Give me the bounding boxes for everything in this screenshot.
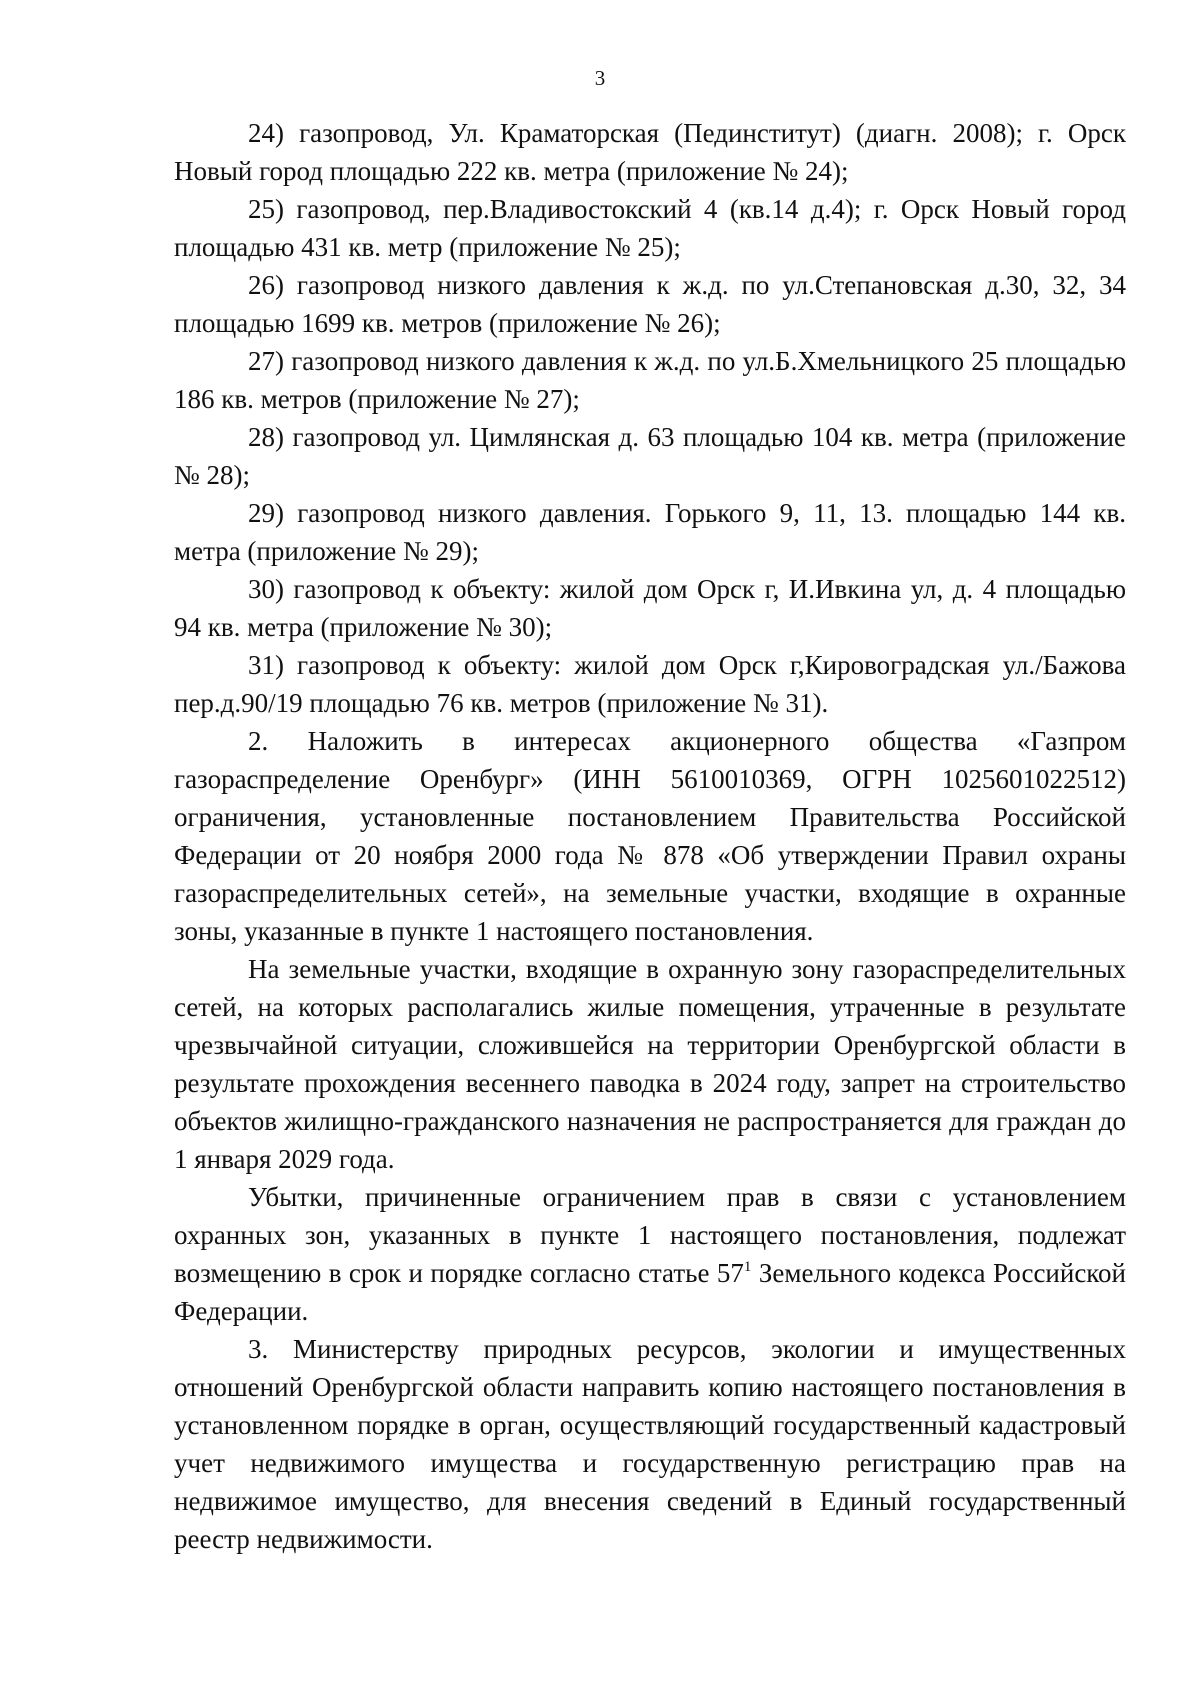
list-item-27: 27) газопровод низкого давления к ж.д. по ул.Б.Хмельницкого 25 площадью 186 кв. метров (приложение № 27); [174,346,1126,414]
list-item-29: 29) газопровод низкого давления. Горького 9, 11, 13. площадью 144 кв. метра (приложение № 29); [174,498,1126,566]
section-2-paragraph: 2. Наложить в интересах акционерного общества «Газпром газораспределение Оренбург» (ИНН 5610010369, ОГРН 1025601022512) ограничения, установленные постановлением Правительства Российской Федерации от 20 ноября 2000 года № 878 «Об утверждении Правил охраны газораспределительных сетей», на земельные участки, входящие в охранные зоны, указанные в пункте 1 настоящего постановления. [174,726,1126,946]
list-item-26: 26) газопровод низкого давления к ж.д. по ул.Степановская д.30, 32, 34 площадью 1699 кв. метров (приложение № 26); [174,270,1126,338]
list-item-30: 30) газопровод к объекту: жилой дом Орск г, И.Ивкина ул, д. 4 площадью 94 кв. метра (приложение № 30); [174,574,1126,642]
list-item-31: 31) газопровод к объекту: жилой дом Орск г,Кировоградская ул./Бажова пер.д.90/19 площадью 76 кв. метров (приложение № 31). [174,650,1126,718]
list-item-24: 24) газопровод, Ул. Краматорская (Пединститут) (диагн. 2008); г. Орск Новый город площадью 222 кв. метра (приложение № 24); [174,118,1126,186]
damages-text-end: Земельного кодекса Российской Федерации. [174,1258,1127,1326]
section-2-exemption-paragraph: На земельные участки, входящие в охранную зону газораспределительных сетей, на которых располагались жилые помещения, утраченные в результате чрезвычайной ситуации, сложившейся на территории Оренбургской области в результате прохождения весеннего паводка в 2024 году, запрет на строительство объектов жилищно-гражданского назначения не распространяется для граждан до 1 января 2029 года. [174,954,1126,1174]
section-2-damages-paragraph [174,1178,1126,1330]
document-body [174,114,1126,1558]
list-item-25: 25) газопровод, пер.Владивостокский 4 (кв.14 д.4); г. Орск Новый город площадью 431 кв. метр (приложение № 25); [174,194,1126,262]
page-number: 3 [594,66,606,90]
article-superscript: 1 [743,1259,752,1275]
list-item-28: 28) газопровод ул. Цимлянская д. 63 площадью 104 кв. метра (приложение № 28); [174,422,1126,490]
section-3-paragraph: 3. Министерству природных ресурсов, экологии и имущественных отношений Оренбургской области направить копию настоящего постановления в установленном порядке в орган, осуществляющий государственный кадастровый учет недвижимого имущества и государственную регистрацию прав на недвижимое имущество, для внесения сведений в Единый государственный реестр недвижимости. [174,1334,1126,1554]
damages-text: Убытки, причиненные ограничением прав в связи с установлением охранных зон, указанных в пункте 1 настоящего постановления, подлежат возмещению в срок и порядке согласно статье 57 [174,1182,1126,1288]
